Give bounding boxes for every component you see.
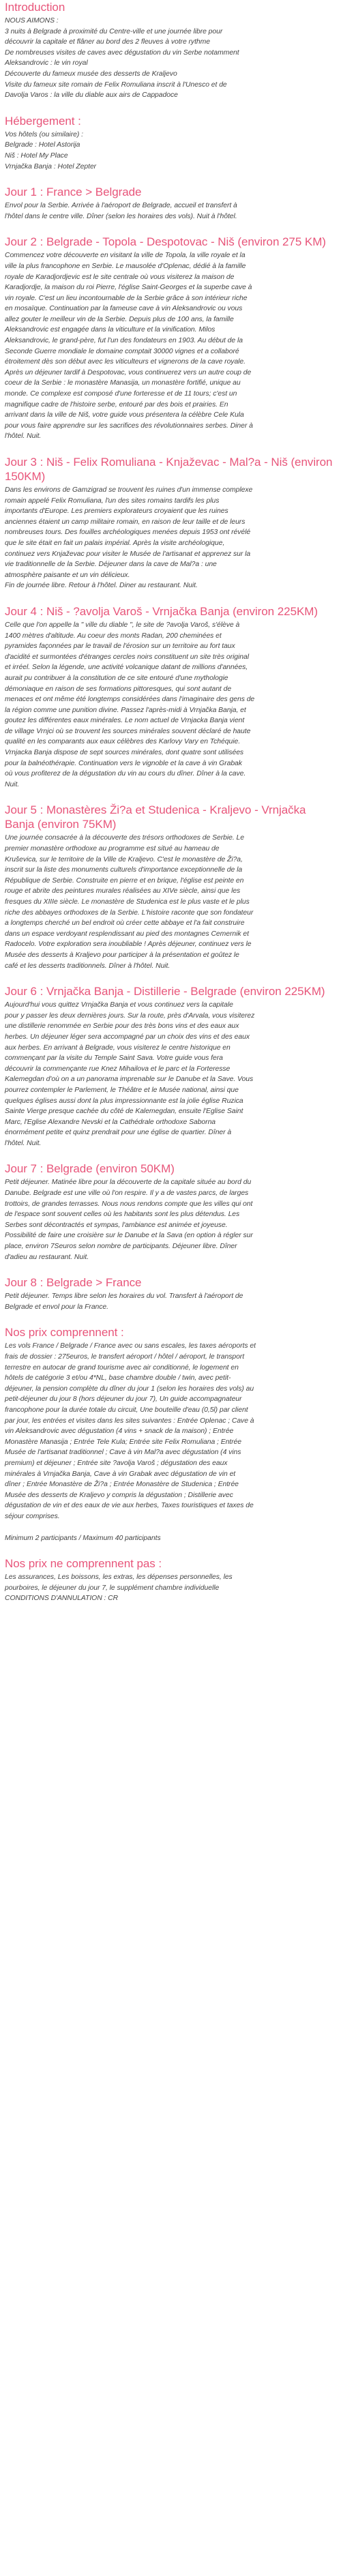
- section-body: [5, 1341, 336, 1543]
- text-line: pyramides façonnées par le travail de l'érosion sur un territoire au fort taux: [5, 642, 235, 651]
- text-line: aurait pu contribuer à la constitution de ce site entouré d'une mythologie: [5, 674, 228, 682]
- text-line: rouge et abrite des peintures murales réalisées au XIVe siècle, ainsi que les: [5, 887, 241, 895]
- text-line: Aleksandrovic : le vin royal: [5, 59, 88, 68]
- text-line: fresques du XIIIe siècle. Le monastère de Studenica est le plus vaste et le plus: [5, 898, 250, 906]
- text-line: aux herbes. En arrivant à Belgrade, vous visiterez le centre historique en: [5, 1043, 231, 1052]
- text-line: CONDITIONS D'ANNULATION : CR: [5, 1595, 119, 1603]
- text-line: vie traditionnelle de la Serbie. Déjeuner dans la cave de Mal?a : une: [5, 561, 217, 569]
- section-body: [5, 16, 336, 101]
- text-line: premium) et déjeuner ; Entrée site ?avolja Varoš ; dégustation des eaux: [5, 1459, 228, 1467]
- text-line: vin Aleksandrovic avec dégustation (4 vins + snack de la maison) ; Entrée: [5, 1427, 234, 1436]
- section-jour-5-monasteres-zi-a-et-studenica-kral: [5, 803, 336, 971]
- section-body: [5, 1177, 336, 1262]
- text-line: Niš : Hotel My Place: [5, 151, 68, 160]
- text-line: l'hôtel. Nuit.: [5, 1139, 42, 1147]
- text-line: Petit déjeuner. Temps libre selon les horaires du vol. Transfert à l'aéroport de: [5, 1292, 243, 1301]
- text-line: République de Serbie. Construite en pierre et en brique, l'église est peinte en: [5, 876, 244, 885]
- text-line: 1400 mètres d'altitude. Au coeur des monts Radan, 200 cheminées et: [5, 632, 222, 640]
- text-line: une distillerie renommée en Serbie pour des très bons vins et des eaux aux: [5, 1022, 239, 1031]
- text-line: Sainte Vierge presque cachée du côté de Kalemegdan, ensuite l'Eglise Saint: [5, 1108, 243, 1116]
- text-line: petit-déjeuner du jour 8 (hors déjeuner du jour 7), Un guide accompagnateur: [5, 1395, 242, 1404]
- text-line: où vous profiterez de la dégustation du vin au cours du dîner. Dîner à la cave.: [5, 770, 246, 778]
- text-line: dégustation de vin et des eaux de vie aux herbes, Taxes touristiques et taxes de: [5, 1502, 254, 1510]
- text-line: Aleksandrovic est engagée dans la viticulture et la vinification. Milos: [5, 326, 216, 334]
- text-line: Fin de journée libre. Retour à l'hôtel. Diner au restaurant. Nuit.: [5, 582, 198, 590]
- text-line: Monastère Manasija ; Entrée Tele Kula; Entrée site Felix Romuliana ; Entrée: [5, 1438, 242, 1446]
- text-line: et irréel. Selon la légende, une activité volcanique datant de millions d'années,: [5, 664, 248, 672]
- text-line: riche des abbayes orthodoxes de la Serbie. L'histoire raconte que son fondateur: [5, 908, 254, 917]
- text-line: inscrit sur la liste des monuments culturels d'importance exceptionnelle de la: [5, 866, 243, 874]
- section-jour-2-belgrade-topola-despotovac-nis-en: [5, 235, 336, 442]
- text-line: pour vous faire apprendre sur les sacrifices des révolutionnaires serbes. Diner à: [5, 421, 253, 430]
- section-hebergement: [5, 114, 336, 172]
- text-line: Possibilité de faire une croisière sur le Danube et la Sava (en option à régler sur: [5, 1232, 253, 1240]
- section-body: [5, 485, 336, 591]
- text-line: d'adieu au restaurant. Nuit.: [5, 1253, 89, 1261]
- text-line: quelques églises aussi dont la plus impressionnante est la jolie église Ruzica: [5, 1097, 243, 1105]
- text-line: hôtels de catégorie 3 et/ou 4*NL, base chambre double / twin, avec petit-: [5, 1374, 231, 1382]
- text-line: a longtemps cherché un bel endroit où créer cette abbaye et l'a fait construire: [5, 919, 245, 928]
- text-line: découvrir la capitale et flâner au bord des 2 fleuves à votre rythme: [5, 38, 210, 46]
- text-line: d'acidité et surmontées d'étranges cercles noirs constituent un site très original: [5, 653, 249, 661]
- text-line: pour y passer les deux dernières jours. Sur la route, près d'Arvala, vous visiterez: [5, 1011, 255, 1020]
- text-line: Une journée consacrée à la découverte des trésors orthodoxes de Serbie. Le: [5, 834, 244, 842]
- section-body: [5, 833, 336, 971]
- text-line: atmosphère paisante et un vin délicieux.: [5, 571, 130, 579]
- text-line: Commencez votre découverte en visitant la ville de Topola, la ville royale et la: [5, 252, 246, 260]
- text-line: démoniaque en raison de ses formations pittoresques, qui sont autant de: [5, 685, 232, 693]
- text-line: importants d'Europe. Les premiers explorateurs croyaient que les ruines: [5, 507, 228, 516]
- text-line: minérales à Vrnjačka Banja, Cave à vin Grabak avec dégustation de vin et: [5, 1470, 236, 1478]
- text-line: Vrnjacka Banja dispose de sept sources minérales, dont quatre sont utilisées: [5, 749, 244, 757]
- text-line: Vrnjačka Banja : Hotel Zepter: [5, 162, 97, 171]
- text-line: NOUS AIMONS :: [5, 17, 59, 25]
- text-line: ville la plus francophone en Serbie. Le mausolée d'Oplenac, dédié à la famille: [5, 262, 246, 270]
- text-line: Minimum 2 participants / Maximum 40 participants: [5, 1534, 161, 1542]
- text-line: Aujourd'hui vous quittez Vrnjačka Banja et vous continuez vers la capitale: [5, 1001, 233, 1009]
- text-line: Musée des desserts à Kraljevo pour participer à la présentation et goûtez le: [5, 951, 239, 959]
- section-heading: Jour 7 : Belgrade (environ 50KM): [5, 1162, 175, 1176]
- text-line: pourrez contempler le Parlement, le Théâtre et le Musée national, ainsi que: [5, 1086, 239, 1094]
- text-line: Marc, l'Eglise Alexandre Nevski et la Cathédrale orthodoxe Saborna: [5, 1118, 216, 1126]
- section-jour-8-belgrade-france: [5, 1275, 336, 1312]
- text-line: pourboires, le déjeuner du jour 7, le supplément chambre individuelle: [5, 1584, 220, 1592]
- section-body: [5, 620, 336, 790]
- text-line: 3 nuits à Belgrade à proximité du Centre-ville et une journée libre pour: [5, 27, 223, 35]
- text-line: l'hôtel dans le centre ville. Dîner (selon les horaires des vols). Nuit à l'hôtel.: [5, 212, 237, 220]
- text-line: francophone pour la durée totale du circuit, Une bouteille d'eau (0,5l) par client: [5, 1406, 248, 1414]
- text-line: que le site était en fait un palais impérial. Après la visite archéologique,: [5, 539, 225, 547]
- text-line: premier monastère orthodoxe au programme est situé au hameau de: [5, 845, 220, 853]
- section-jour-6-vrnjacka-banja-distillerie-belgra: [5, 984, 336, 1149]
- text-line: dans un espace verdoyant resplendissant au pied des montagnes Cemernik et: [5, 930, 249, 938]
- section-heading: Nos prix comprennent :: [5, 1326, 124, 1339]
- text-line: séjour comprises.: [5, 1512, 60, 1520]
- text-line: terrestre en autocar de grand tourisme avec air conditionné, le logement en: [5, 1363, 239, 1372]
- text-line: par jour, les entrées et visites dans les sites suivantes : Entrée Oplenac ; Cave à: [5, 1417, 254, 1425]
- text-line: déjeuner, la pension complète du dîner du jour 1 (selon les horaires des vols) au: [5, 1385, 254, 1393]
- text-line: Serbes sont décontractés et sympas, l'ambiance est animée et joyeuse.: [5, 1221, 228, 1229]
- text-line: Musée de l'artisanat traditionnel ; Cave à vin Mal?a avec dégustation (4 vins: [5, 1449, 241, 1457]
- text-line: Belgrade : Hotel Astorija: [5, 141, 80, 149]
- text-line: Vos hôtels (ou similaire) :: [5, 130, 83, 138]
- text-line: Envol pour la Serbie. Arrivée à l'aéroport de Belgrade, accueil et transfert à: [5, 202, 237, 210]
- text-line: commençant par la visite du Temple Saint Sava. Votre guide vous fera: [5, 1054, 223, 1063]
- text-line: Musée des desserts de Kraljevo y compris la dégustation ; Distillerie avec: [5, 1491, 233, 1499]
- text-line: étroitement dès son début avec les viticulteurs et vignerons de la cave royale.: [5, 358, 246, 366]
- text-line: frais de dossier : 275euros, le transfert aéroport / hôtel / aéroport, le transport: [5, 1353, 245, 1361]
- text-line: Seconde Guerre mondiale le domaine comptait 30000 vignes et a collaboré: [5, 347, 239, 355]
- text-line: Les assurances, Les boissons, les extras, les dépenses personnelles, les: [5, 1573, 233, 1582]
- section-nos-prix-ne-comprennent-pas: [5, 1556, 336, 1604]
- text-line: qualité en les comparants aux eaux célèbres des Karlovy Vary en Tchéquie.: [5, 738, 241, 746]
- text-line: trottoirs, de grandes terrasses. Nous nous rendons compte que les villes qui ont: [5, 1200, 253, 1208]
- text-line: arrivant dans la ville de Niš, votre guide vous présentera la célèbre Cele Kula: [5, 411, 244, 419]
- text-line: Kalemegdan d'où on a un panorama imprenable sur le Danube et la Save. Vous: [5, 1076, 254, 1084]
- text-line: Celle que l'on appelle la " ville du diable ", le site de ?avolja Varoš, s'élève à: [5, 621, 240, 629]
- section-body: [5, 201, 336, 222]
- section-heading: Jour 4 : Niš - ?avolja Varoš - Vrnjačka Banja (environ 225KM): [5, 604, 318, 618]
- text-line: menaces et ont même été longtemps considérées dans l'imaginaire des gens de: [5, 696, 255, 704]
- text-line: herbes. Un déjeuner léger sera accompagné par un choix des vins et des eaux: [5, 1033, 250, 1041]
- section-heading: Jour 6 : Vrnjačka Banja - Distillerie - Belgrade (environ 225KM): [5, 985, 325, 998]
- text-line: de village Vrnjci où se trouvent les sources minérales souvent déclaré de haute: [5, 727, 251, 735]
- text-line: allez gouter le meilleur vin de la Serbie. Depuis plus de 100 ans, la famille: [5, 315, 234, 323]
- section-heading: Hébergement :: [5, 114, 81, 128]
- text-line: de l'espace sont souvent celles où les habitants sont les plus détendus. Les: [5, 1211, 240, 1219]
- text-line: Danube. Belgrade est une ville où l'on respire. Il y a de vastes parcs, de larges: [5, 1189, 249, 1198]
- section-heading: Introduction: [5, 1, 65, 14]
- text-line: anciennes étaient un camp militaire romain, en raison de leur taille et de leurs: [5, 518, 246, 526]
- section-body: [5, 1291, 336, 1312]
- text-line: Nuit.: [5, 780, 20, 788]
- text-line: coeur de la Serbie : le monastère Manasija, un monastère fortifié, unique au: [5, 379, 241, 387]
- section-heading: Nos prix ne comprennent pas :: [5, 1557, 162, 1571]
- text-line: énormément petite et quinz prendrait pour une église de quartier. Dîner à: [5, 1129, 232, 1137]
- text-line: romain appelé Felix Romuliana, l'un des sites romains tardifs les plus: [5, 497, 220, 505]
- text-line: place, environ 7Seuros selon nombre de participants. Déjeuner libre. Dîner: [5, 1243, 237, 1251]
- text-line: Dans les environs de Gamzigrad se trouvent les ruines d'un immense complexe: [5, 486, 253, 494]
- section-body: [5, 1572, 336, 1604]
- text-line: Radocelo. Votre exploration sera inoubliable ! Après déjeuner, continuez vers le: [5, 941, 252, 949]
- text-line: l'hôtel. Nuit.: [5, 432, 42, 441]
- section-heading: Jour 1 : France > Belgrade: [5, 186, 142, 199]
- text-line: Belgrade et envol pour la France.: [5, 1303, 108, 1311]
- text-line: Visite du fameux site romain de Felix Romuliana inscrit à l'Unesco et de: [5, 80, 227, 89]
- text-line: pour la balnéothérapie. Continuation vers le vignoble et la cave à vin Grabak: [5, 759, 242, 767]
- text-line: Petit déjeuner. Matinée libre pour la découverte de la capitale située au bord du: [5, 1179, 252, 1187]
- section-jour-7-belgrade-environ-50km: [5, 1161, 336, 1262]
- section-jour-4-nis-avolja-varos-vrnjacka-banja-e: [5, 604, 336, 790]
- text-line: en mosaïque. Continuation par la fameuse cave à vin Aleksandrovic ou vous: [5, 305, 243, 313]
- blank-line: [5, 1522, 336, 1533]
- text-line: Kruševica, sur le territoire de la Ville de Kraljevo. C'est le monastère de Ži?a,: [5, 855, 243, 863]
- text-line: magnifique cadre de l'histoire serbe, entouré par des bois et prairies. En: [5, 400, 228, 409]
- text-line: vin royale. C'est un lieu incontournable de la Serbie grâce à son intérieur riche: [5, 294, 248, 302]
- text-line: Après un déjeuner tardif à Despotovac, vous continuerez vers un autre coup de: [5, 368, 252, 376]
- text-line: monde. Ce complexe est composé d'une forteresse et de 11 tours; c'est un: [5, 390, 237, 398]
- section-body: [5, 130, 336, 172]
- text-line: continuez vers Knjaževac pour visiter le Musée de l'artisanat et apprenez sur la: [5, 550, 251, 558]
- text-line: découvrir la commençante rue Knez Mihailova et le parc et la Forteresse: [5, 1065, 231, 1073]
- section-nos-prix-comprennent: [5, 1325, 336, 1543]
- text-line: goutez les différentes eaux minérales. Le nom actuel de Vrnjacka Banja vient: [5, 717, 245, 725]
- section-jour-3-nis-felix-romuliana-knjazevac-mal: [5, 455, 336, 591]
- text-line: Les vols France / Belgrade / France avec ou sans escales, les taxes aéroports et: [5, 1342, 256, 1350]
- section-body: [5, 250, 336, 442]
- text-line: De nombreuses visites de caves avec dégustation du vin Serbe notamment: [5, 48, 239, 57]
- text-line: nombreuses tours. Des fouilles archéologiques menées depuis 1953 ont révélé: [5, 529, 251, 537]
- section-heading: Jour 8 : Belgrade > France: [5, 1276, 142, 1290]
- text-line: café et les desserts traditionnels. Dîner à l'hôtel. Nuit.: [5, 962, 170, 970]
- text-line: Aleksandrovic, le grand-père, fut l'un des fondateurs en 1903. Au début de la: [5, 337, 243, 345]
- text-line: dîner ; Entrée Monastère de Ži?a ; Entrée Monastère de Studenica ; Entrée: [5, 1481, 239, 1489]
- text-line: la région comme une punition divine. Passez l'après-midi à Vrnjačka Banja, et: [5, 706, 246, 714]
- text-line: Découverte du fameux musée des desserts de Kraljevo: [5, 70, 177, 78]
- text-line: royale de Karadjordjevic est le site centrale où vous visiterez la maison de: [5, 273, 235, 281]
- section-heading: Jour 5 : Monastères Ži?a et Studenica - Kraljevo - Vrnjačka Banja (environ 75KM): [5, 803, 306, 831]
- section-introduction: [5, 0, 336, 101]
- section-heading: Jour 2 : Belgrade - Topola - Despotovac - Niš (environ 275 KM): [5, 235, 326, 249]
- text-line: Davolja Varos : la ville du diable aux airs de Cappadoce: [5, 91, 178, 100]
- section-heading: Jour 3 : Niš - Felix Romuliana - Knjaževac - Mal?a - Niš (environ 150KM): [5, 456, 333, 483]
- section-body: [5, 1000, 336, 1149]
- section-jour-1-france-belgrade: [5, 185, 336, 222]
- text-line: Karadjordje, la maison du roi Pierre, l'église Saint-Georges et la superbe cave à: [5, 284, 252, 292]
